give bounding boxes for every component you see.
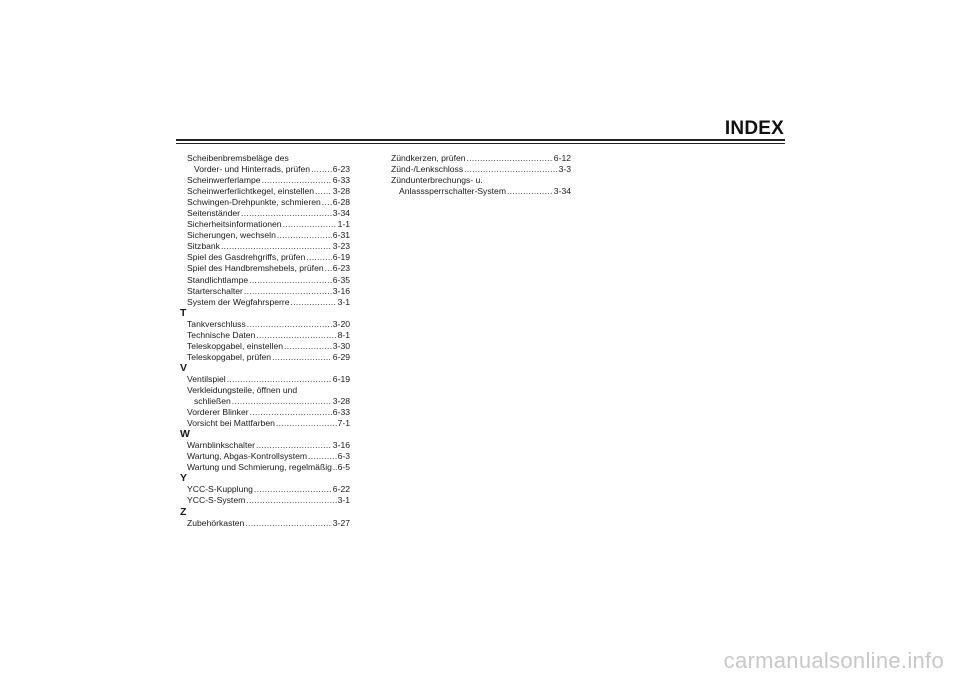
index-entry-page: 6-33 <box>332 407 350 418</box>
index-entry <box>180 451 350 462</box>
dot-leader <box>254 484 332 495</box>
index-entry <box>180 484 350 495</box>
dot-leader <box>227 374 332 385</box>
index-entry-label: Schwingen-Drehpunkte, schmieren <box>187 197 321 208</box>
index-entry-page: 6-35 <box>332 274 350 285</box>
index-entry <box>180 407 350 418</box>
index-entry <box>180 462 350 473</box>
index-entry-page: 1-1 <box>337 219 350 230</box>
dot-leader <box>291 297 337 308</box>
dot-leader <box>247 319 332 330</box>
dot-leader <box>276 418 337 429</box>
index-entry <box>180 418 350 429</box>
dot-leader <box>262 175 332 186</box>
index-entry-label: Wartung und Schmierung, regelmäßig <box>187 462 332 473</box>
index-entry-label: Zünd-/Lenkschloss <box>391 164 464 175</box>
index-entry <box>391 164 571 175</box>
index-entry-label: Sicherungen, wechseln <box>187 230 276 241</box>
index-entry <box>180 275 350 286</box>
index-entry-page: 3-28 <box>332 186 350 197</box>
index-entry-page: 3-1 <box>337 296 350 307</box>
dot-leader <box>250 407 332 418</box>
index-entry <box>180 396 350 407</box>
index-section-letter: Y <box>180 472 188 485</box>
page-title: INDEX <box>724 118 784 139</box>
index-entry-label: Vorsicht bei Mattfarben <box>187 418 275 429</box>
dot-leader <box>322 197 332 208</box>
index-entry <box>391 153 571 164</box>
dot-leader <box>256 330 336 341</box>
index-entry-label: Zündunterbrechungs- u. <box>391 175 483 186</box>
index-entry-label: schließen <box>194 396 231 407</box>
index-entry-page: 6-33 <box>332 175 350 186</box>
dot-leader <box>333 462 337 473</box>
dot-leader <box>306 252 331 263</box>
dot-leader <box>277 230 332 241</box>
dot-leader <box>283 219 337 230</box>
index-entry-label: Anlasssperrschalter-System <box>399 186 506 197</box>
index-entry-label: Verkleidungsteile, öffnen und <box>187 384 298 395</box>
index-entry-page: 3-3 <box>558 164 571 175</box>
index-section-letter: W <box>180 428 190 441</box>
index-entry <box>180 186 350 197</box>
dot-leader <box>308 451 337 462</box>
index-entry-label: Zubehörkasten <box>187 517 245 528</box>
index-entry-label: Seitenständer <box>187 208 241 219</box>
index-entry-page: 6-23 <box>332 263 350 274</box>
index-entry <box>180 385 350 396</box>
index-entry-page: 3-16 <box>332 285 350 296</box>
index-entry-label: Starterschalter <box>187 285 243 296</box>
dot-leader <box>256 440 332 451</box>
header-rule-thin <box>176 143 785 144</box>
index-entry-label: Spiel des Handbremshebels, prüfen <box>187 263 324 274</box>
dot-leader <box>507 186 553 197</box>
index-entry-label: Warnblinkschalter <box>187 440 255 451</box>
index-column-left <box>180 153 350 529</box>
index-entry-page: 6-12 <box>553 153 571 163</box>
index-entry <box>180 252 350 263</box>
dot-leader <box>311 164 332 175</box>
index-entry-label: YCC-S-System <box>187 495 246 506</box>
index-entry-label: Scheinwerferlampe <box>187 175 261 186</box>
index-entry-label: Wartung, Abgas-Kontrollsystem <box>187 451 308 462</box>
index-entry-page: 3-34 <box>332 208 350 219</box>
dot-leader <box>315 186 332 197</box>
index-entry <box>180 197 350 208</box>
dot-leader <box>244 286 332 297</box>
index-entry <box>180 374 350 385</box>
dot-leader <box>246 495 336 506</box>
index-section-letter: T <box>180 306 187 319</box>
index-entry <box>180 495 350 506</box>
index-entry-label: Vorderer Blinker <box>187 407 249 418</box>
index-entry-page: 6-19 <box>332 252 350 263</box>
index-entry-label: Sitzbank <box>187 241 220 252</box>
index-entry-page: 3-30 <box>332 340 350 351</box>
index-entry-label: Spiel des Gasdrehgriffs, prüfen <box>187 252 306 263</box>
index-entry-page: 8-1 <box>337 329 350 340</box>
index-entry <box>180 297 350 308</box>
index-entry <box>180 241 350 252</box>
index-entry-page: 3-27 <box>332 517 350 528</box>
index-entry <box>180 153 350 164</box>
index-entry <box>180 352 350 363</box>
index-entry-label: Sicherheitsinformationen <box>187 219 282 230</box>
index-entry <box>180 164 350 175</box>
index-entry <box>180 518 350 529</box>
index-entry <box>180 219 350 230</box>
index-entry-page: 6-5 <box>337 462 350 473</box>
index-entry-page: 7-1 <box>337 418 350 429</box>
index-section-letter: Z <box>180 505 187 518</box>
index-entry-label: Teleskopgabel, prüfen <box>187 351 272 362</box>
index-entry <box>391 186 571 197</box>
index-entry <box>180 286 350 297</box>
index-entry-page: 3-20 <box>332 318 350 329</box>
index-entry-label: Tankverschluss <box>187 318 246 329</box>
index-entry <box>180 319 350 330</box>
index-entry <box>180 341 350 352</box>
dot-leader <box>325 263 332 274</box>
index-entry <box>180 230 350 241</box>
index-entry-page: 6-31 <box>332 230 350 241</box>
index-entry <box>180 208 350 219</box>
header-rule-thick <box>176 139 785 141</box>
index-entry-page: 6-29 <box>332 351 350 362</box>
dot-leader <box>241 208 332 219</box>
index-entry <box>180 263 350 274</box>
index-entry-page: 6-28 <box>332 197 350 208</box>
index-entry-page: 6-22 <box>332 484 350 495</box>
dot-leader <box>272 352 332 363</box>
dot-leader <box>245 518 331 529</box>
watermark: carmanualsonline.info <box>723 648 944 673</box>
index-entry-label: Standlichtlampe <box>187 274 249 285</box>
index-entry <box>180 330 350 341</box>
index-entry-label: Technische Daten <box>187 329 256 340</box>
index-entry-page: 6-23 <box>332 164 350 175</box>
dot-leader <box>464 164 557 175</box>
index-entry-label: System der Wegfahrsperre <box>187 296 290 307</box>
index-entry <box>180 175 350 186</box>
index-section-letter: V <box>180 361 188 374</box>
index-entry-page: 6-19 <box>332 373 350 384</box>
dot-leader <box>249 275 332 286</box>
index-entry <box>391 175 571 186</box>
dot-leader <box>467 153 553 164</box>
index-entry-label: Scheibenbremsbeläge des <box>187 153 289 163</box>
index-entry-label: Ventilspiel <box>187 373 226 384</box>
index-entry-label: Zündkerzen, prüfen <box>391 153 466 163</box>
dot-leader <box>232 396 332 407</box>
index-entry-label: Teleskopgabel, einstellen <box>187 340 284 351</box>
index-entry-label: YCC-S-Kupplung <box>187 484 253 495</box>
index-entry-page: 3-1 <box>337 495 350 506</box>
index-entry <box>180 440 350 451</box>
index-entry-label: Vorder- und Hinterrads, prüfen <box>194 164 311 175</box>
index-entry-page: 6-3 <box>337 451 350 462</box>
index-entry-page: 3-34 <box>553 186 571 197</box>
index-entry-page: 3-28 <box>332 396 350 407</box>
index-entry-page: 3-16 <box>332 440 350 451</box>
index-column-right <box>391 153 571 197</box>
dot-leader <box>284 341 332 352</box>
index-entry-label: Scheinwerferlichtkegel, einstellen <box>187 186 315 197</box>
index-entry-page: 3-23 <box>332 241 350 252</box>
dot-leader <box>221 241 332 252</box>
